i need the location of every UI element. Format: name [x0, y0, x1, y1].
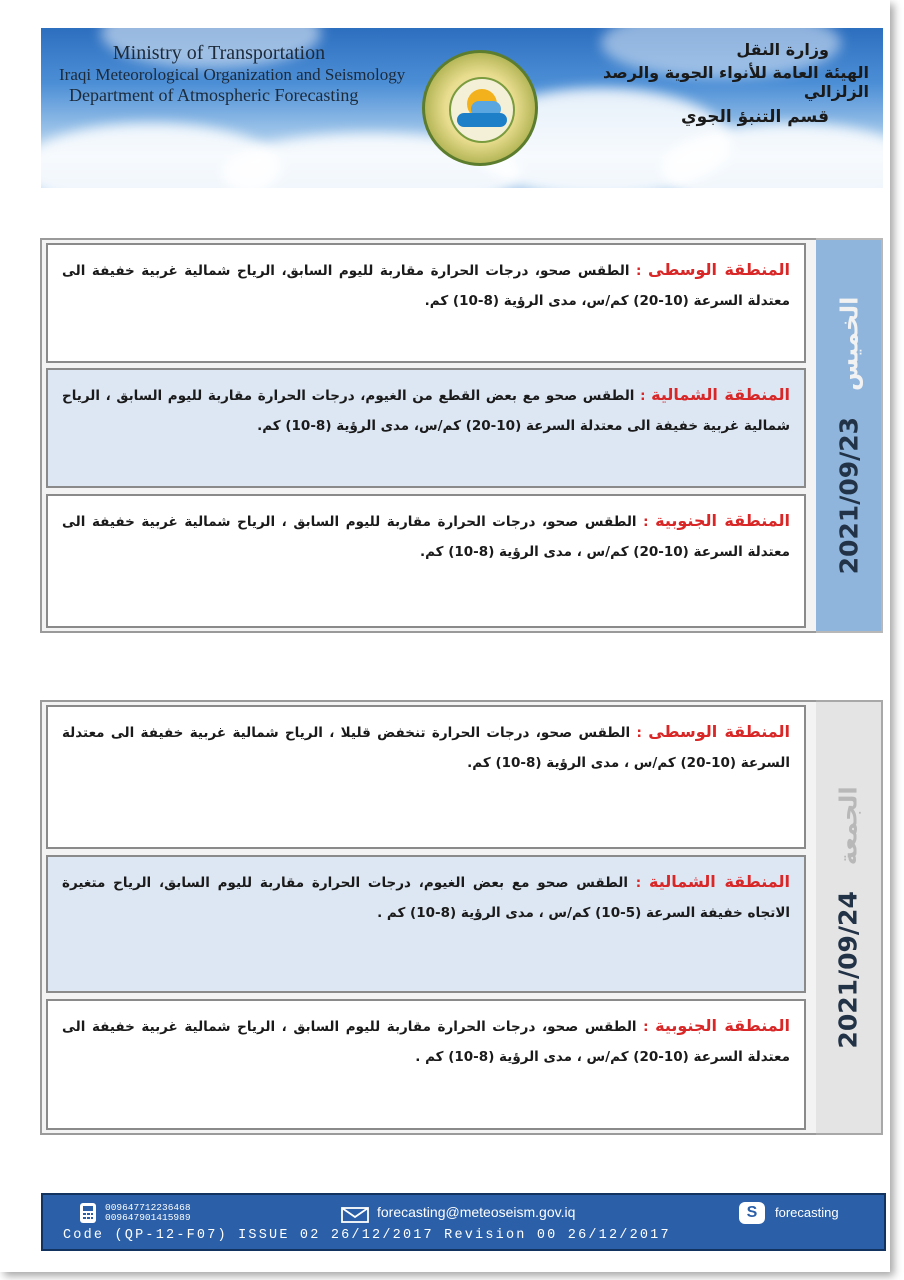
footer: [41, 1193, 886, 1251]
phone-number[interactable]: 009647712236468: [105, 1202, 191, 1213]
region-name: المنطقة الشمالية: [651, 385, 790, 404]
day-forecast-group: [40, 238, 818, 633]
organization-name-en: Iraqi Meteorological Organization and Seismology: [59, 65, 406, 84]
ministry-name-en: Ministry of Transportation: [112, 42, 326, 64]
header-arabic: [539, 40, 869, 127]
region-south: المنطقة الجنوبية : الطقس صحو، درجات الحرارة مقاربة لليوم السابق ، الرياح شمالية غربية خفيفة الى معتدلة السرعة (10-20) كم/س ، مدى الرؤية (8-10) كم .: [46, 999, 806, 1130]
organization-name-ar: الهيئة العامة للأنواء الجوية والرصد الزلزالي: [603, 63, 869, 101]
forecast-date: 2021/09/23: [834, 416, 863, 575]
department-name-ar: قسم التنبؤ الجوي: [681, 107, 829, 127]
phone-numbers: [105, 1203, 191, 1223]
phone-number[interactable]: 009647901415989: [105, 1212, 191, 1223]
forecast-date: 2021/09/24: [834, 891, 863, 1049]
region-north: المنطقة الشمالية : الطقس صحو مع بعض الغيوم، درجات الحرارة مقاربة لليوم السابق، الرياح متغيرة الاتجاه خفيفة السرعة (5-10) كم/س ، مدى الرؤية (8-10) كم .: [46, 855, 806, 993]
region-north: المنطقة الشمالية : الطقس صحو مع بعض القطع من الغيوم، درجات الحرارة مقاربة لليوم السابق ، الرياح شمالية غربية خفيفة الى معتدلة السرعة (10-20) كم/س، مدى الرؤية (8-10) كم.: [46, 368, 806, 488]
email-address[interactable]: forecasting@meteoseism.gov.iq: [377, 1204, 576, 1220]
email-icon: [341, 1207, 369, 1223]
organization-seal-icon: [422, 50, 538, 166]
region-name: المنطقة الجنوبية: [655, 511, 790, 530]
region-text: الطقس صحو، درجات الحرارة مقاربة لليوم السابق، الرياح شمالية غربية خفيفة الى معتدلة السرعة (10-20) كم/س، مدى الرؤية (8-10) كم.: [62, 263, 790, 309]
region-text: الطقس صحو، درجات الحرارة مقاربة لليوم السابق ، الرياح شمالية غربية خفيفة الى معتدلة السرعة (10-20) كم/س ، مدى الرؤية (8-10) كم.: [62, 514, 790, 560]
region-central: المنطقة الوسطى : الطقس صحو، درجات الحرارة تنخفض قليلا ، الرياح شمالية غربية خفيفة الى معتدلة السرعة (10-20) كم/س ، مدى الرؤية (8-10) كم.: [46, 705, 806, 849]
region-text: الطقس صحو مع بعض القطع من الغيوم، درجات الحرارة مقاربة لليوم السابق ، الرياح شمالية غربية خفيفة الى معتدلة السرعة (10-20) كم/س، مدى الرؤية (8-10) كم.: [62, 388, 790, 434]
region-text: الطقس صحو مع بعض الغيوم، درجات الحرارة مقاربة لليوم السابق، الرياح متغيرة الاتجاه خفيفة السرعة (5-10) كم/س ، مدى الرؤية (8-10) كم .: [62, 875, 790, 921]
header-english: [59, 42, 406, 106]
skype-icon: S: [739, 1202, 765, 1224]
region-name: المنطقة الجنوبية: [655, 1016, 790, 1035]
region-central: المنطقة الوسطى : الطقس صحو، درجات الحرارة مقاربة لليوم السابق، الرياح شمالية غربية خفيفة الى معتدلة السرعة (10-20) كم/س، مدى الرؤية (8-10) كم.: [46, 243, 806, 363]
region-name: المنطقة الشمالية: [649, 872, 790, 891]
department-name-en: Department of Atmospheric Forecasting: [69, 85, 359, 105]
day-name: الخميس: [835, 296, 863, 391]
region-name: المنطقة الوسطى: [648, 260, 791, 279]
skype-handle[interactable]: forecasting: [775, 1205, 839, 1220]
header-banner: [41, 28, 883, 188]
region-name: المنطقة الوسطى: [648, 722, 791, 741]
region-text: الطقس صحو، درجات الحرارة تنخفض قليلا ، الرياح شمالية غربية خفيفة الى معتدلة السرعة (10-20) كم/س ، مدى الرؤية (8-10) كم.: [62, 725, 790, 771]
document-code: Code (QP-12-F07) ISSUE 02 26/12/2017 Revision 00 26/12/2017: [63, 1228, 671, 1243]
day-tab: [816, 238, 883, 633]
phone-icon: [77, 1202, 99, 1224]
region-south: المنطقة الجنوبية : الطقس صحو، درجات الحرارة مقاربة لليوم السابق ، الرياح شمالية غربية خفيفة الى معتدلة السرعة (10-20) كم/س ، مدى الرؤية (8-10) كم.: [46, 494, 806, 628]
day-name: الجمعة: [835, 786, 863, 866]
ministry-name-ar: وزارة النقل: [736, 40, 829, 59]
day-forecast-group: [40, 700, 818, 1135]
day-tab: [816, 700, 883, 1135]
region-text: الطقس صحو، درجات الحرارة مقاربة لليوم السابق ، الرياح شمالية غربية خفيفة الى معتدلة السرعة (10-20) كم/س ، مدى الرؤية (8-10) كم .: [62, 1019, 790, 1065]
